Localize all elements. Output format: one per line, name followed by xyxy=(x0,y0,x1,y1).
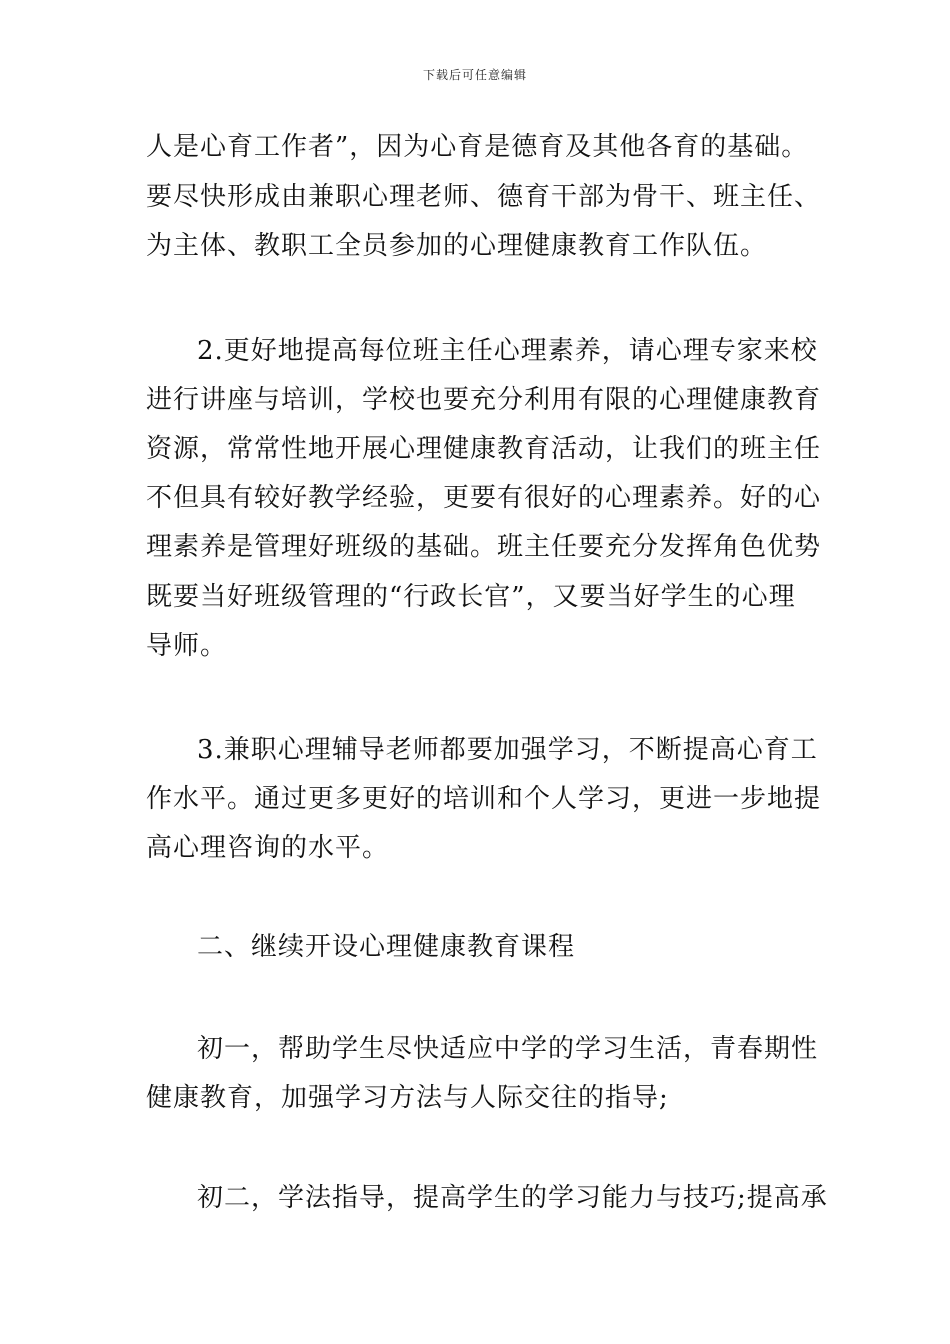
text-line: 健康教育，加强学习方法与人际交往的指导; xyxy=(146,1083,669,1113)
text-line: 为主体、教职工全员参加的心理健康教育工作队伍。 xyxy=(146,231,768,261)
text-line: 3.兼职心理辅导老师都要加强学习，不断提高心育工 xyxy=(197,735,818,765)
text-line: 要尽快形成由兼职心理老师、德育干部为骨干、班主任、 xyxy=(146,182,822,212)
text-line: 初二，学法指导，提高学生的学习能力与技巧;提高承 xyxy=(197,1183,828,1213)
text-line: 2.更好地提高每位班主任心理素养，请心理专家来校 xyxy=(197,336,818,366)
text-line: 理素养是管理好班级的基础。班主任要充分发挥角色优势 xyxy=(146,532,822,562)
text-line: 资源，常常性地开展心理健康教育活动，让我们的班主任 xyxy=(146,434,822,464)
text-line: 作水平。通过更多更好的培训和个人学习，更进一步地提 xyxy=(146,784,822,814)
text-line: 初一，帮助学生尽快适应中学的学习生活，青春期性 xyxy=(197,1034,819,1064)
text-line: 导师。 xyxy=(146,631,228,661)
text-line: 不但具有较好教学经验，更要有很好的心理素养。好的心 xyxy=(146,483,822,513)
text-line: 人是心育工作者”，因为心育是德育及其他各育的基础。 xyxy=(146,132,809,162)
section-heading: 二、继续开设心理健康教育课程 xyxy=(197,932,576,962)
page-header: 下载后可任意编辑 xyxy=(422,68,527,82)
text-line: 高心理咨询的水平。 xyxy=(146,833,390,863)
text-line: 进行讲座与培训，学校也要充分利用有限的心理健康教育 xyxy=(146,385,822,415)
text-line: 既要当好班级管理的“行政长官”，又要当好学生的心理 xyxy=(146,582,796,612)
